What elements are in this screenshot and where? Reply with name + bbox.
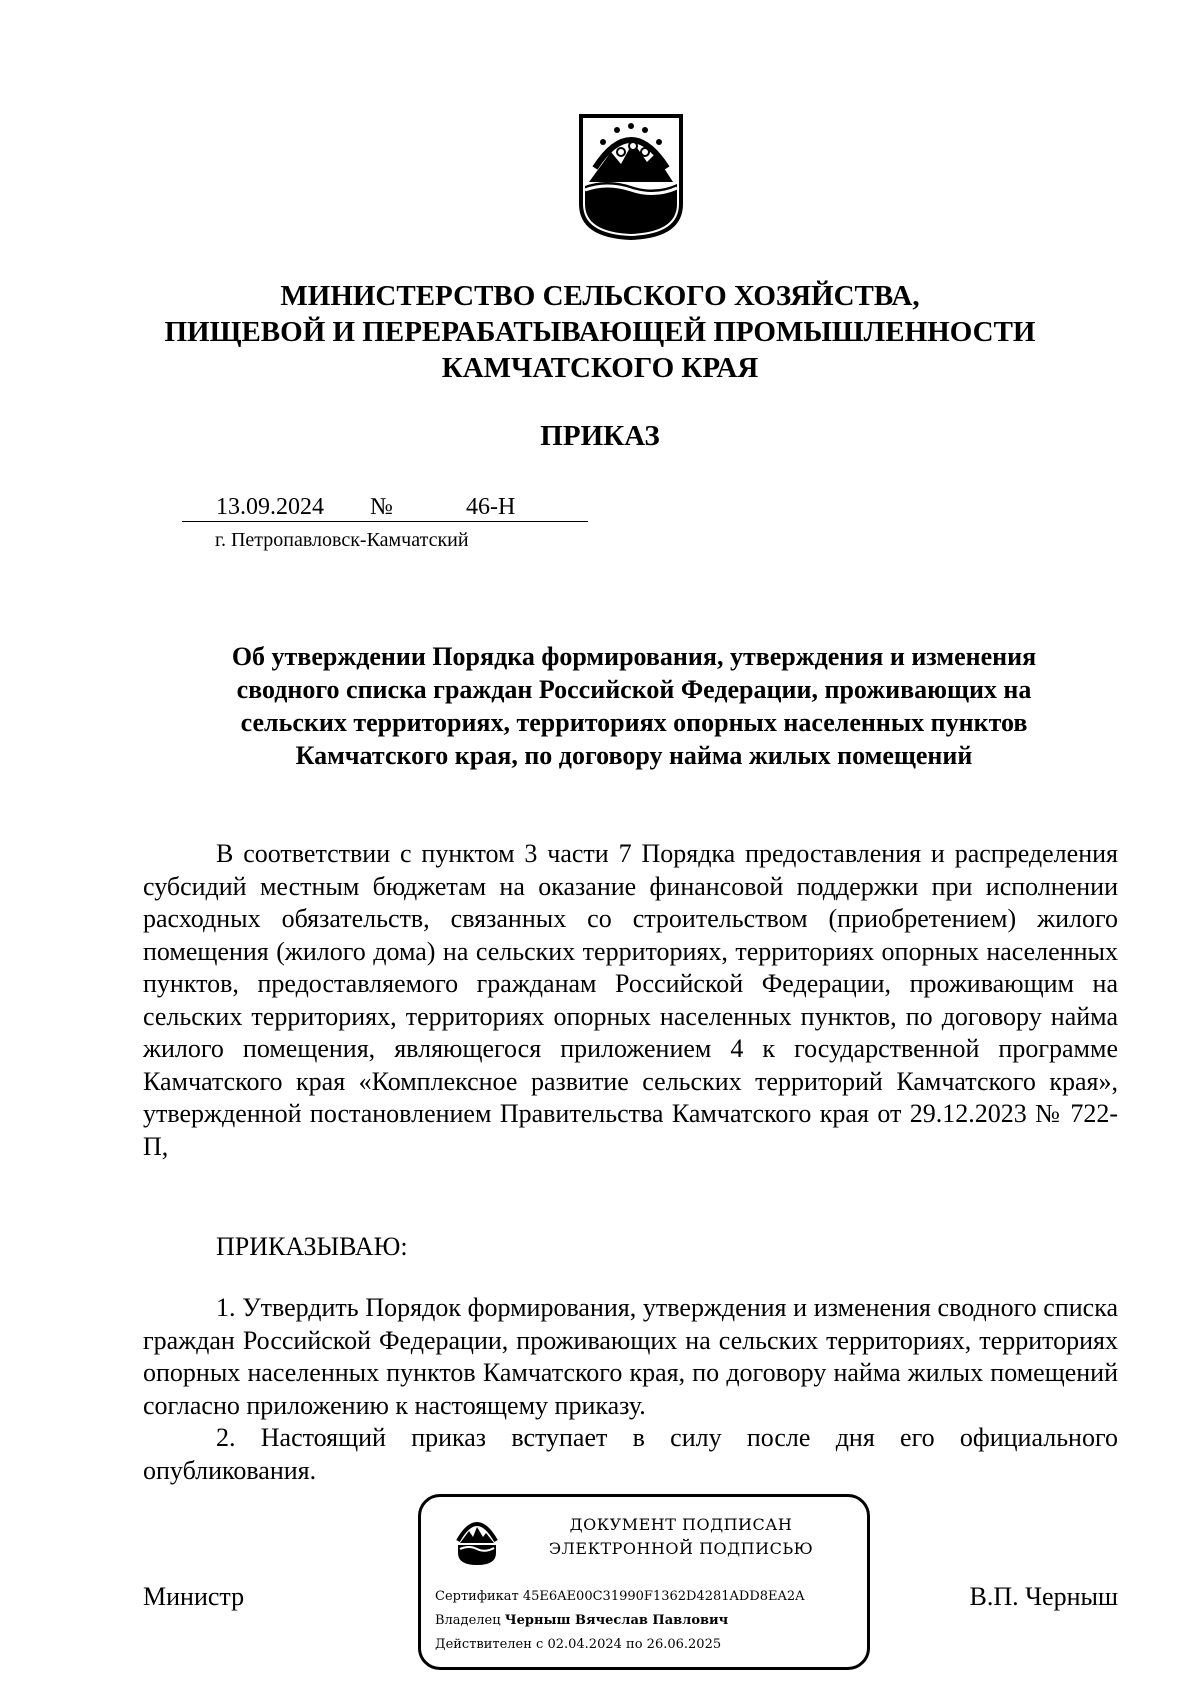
ministry-title xyxy=(0,278,1200,386)
valid-to-label: по xyxy=(626,1637,643,1652)
subject-line-4: Камчатского края, по договору найма жилых помещений xyxy=(295,741,973,770)
stamp-coat-of-arms-icon xyxy=(455,1513,499,1567)
stamp-certificate xyxy=(435,1589,805,1605)
order-subject xyxy=(150,640,1118,772)
order-date: 13.09.2024 xyxy=(216,494,324,520)
stamp-validity xyxy=(435,1637,721,1653)
date-underline xyxy=(182,521,588,522)
owner-label: Владелец xyxy=(435,1613,501,1628)
stamp-title-line-2: ЭЛЕКТРОННОЙ ПОДПИСЬЮ xyxy=(548,1539,814,1558)
valid-from-label: с xyxy=(536,1637,544,1652)
ministry-line-1: МИНИСТЕРСТВО СЕЛЬСКОГО ХОЗЯЙСТВА, xyxy=(280,280,920,312)
signatory-position: Министр xyxy=(143,1582,245,1611)
stamp-title-line-1: ДОКУМЕНТ ПОДПИСАН xyxy=(569,1515,793,1534)
ministry-line-2: ПИЩЕВОЙ И ПЕРЕРАБАТЫВАЮЩЕЙ ПРОМЫШЛЕННОСТИ xyxy=(164,316,1036,348)
order-word: ПРИКАЗЫВАЮ: xyxy=(216,1232,408,1261)
stamp-title xyxy=(521,1513,841,1561)
order-item-1: 1. Утвердить Порядок формирования, утверждения и изменения сводного списка граждан Российской Федерации, проживающих на сельских территориях, территориях опорных населенных пунктов Камчатского края, по договору найма жилых помещений согласно приложению к настоящему приказу. xyxy=(143,1293,1118,1420)
valid-from: 02.04.2024 xyxy=(547,1637,622,1652)
subject-line-1: Об утверждении Порядка формирования, утверждения и изменения xyxy=(231,642,1037,671)
coat-of-arms-icon xyxy=(577,112,685,240)
order-item-2: 2. Настоящий приказ вступает в силу после дня его официального опубликования. xyxy=(143,1423,1118,1485)
document-type: ПРИКАЗ xyxy=(540,420,660,452)
certificate-value: 45E6AE00C31990F1362D4281ADD8EA2A xyxy=(522,1589,805,1604)
city: г. Петропавловск-Камчатский xyxy=(215,529,469,551)
valid-label: Действителен xyxy=(435,1637,532,1652)
valid-to: 26.06.2025 xyxy=(646,1637,722,1652)
e-signature-stamp xyxy=(418,1494,870,1670)
order-number: 46-Н xyxy=(466,494,516,520)
stamp-owner xyxy=(435,1613,728,1629)
owner-value: Черныш Вячеслав Павлович xyxy=(504,1613,729,1628)
signatory-name: В.П. Черныш xyxy=(969,1582,1118,1611)
certificate-label: Сертификат xyxy=(435,1589,519,1604)
basis-paragraph: В соответствии с пунктом 3 части 7 Порядка предоставления и распределения субсидий местным бюджетам на оказание финансовой поддержки при исполнении расходных обязательств, связанных со строительством (приобретением) жилого помещения (жилого дома) на сельских территориях, территориях опорных населенных пунктов, предоставляемого гражданам Российской Федерации, проживающим на сельских территориях, территориях опорных населенных пунктов, по договору найма жилого помещения, являющегося приложением 4 к государственной программе Камчатского края «Комплексное развитие сельских территорий Камчатского края», утвержденной постановлением Правительства Камчатского края от 29.12.2023 № 722-П, xyxy=(143,839,1118,1161)
subject-line-2: сводного списка граждан Российской Федерации, проживающих на xyxy=(236,675,1032,704)
ministry-line-3: КАМЧАТСКОГО КРАЯ xyxy=(441,352,759,384)
number-sign: № xyxy=(370,494,393,520)
subject-line-3: сельских территориях, территориях опорных населенных пунктов xyxy=(240,708,1028,737)
